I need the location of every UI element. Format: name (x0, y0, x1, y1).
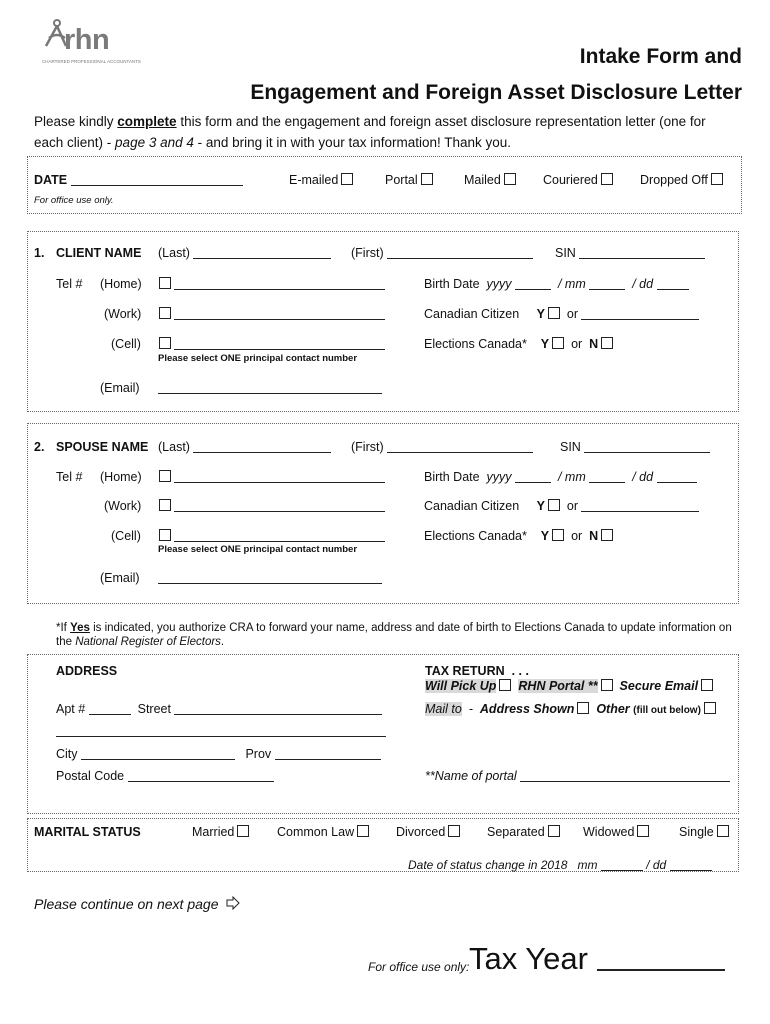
tax-return-mail[interactable]: Mail to - Address Shown Other (fill out below) (425, 702, 716, 716)
checkbox[interactable] (704, 702, 716, 714)
intro-line-2: each client) - page 3 and 4 - and bring it in with your tax information! Thank you. (34, 135, 512, 150)
spouse-title: SPOUSE NAME (56, 440, 149, 454)
checkbox[interactable] (159, 337, 171, 349)
address-title: ADDRESS (56, 664, 118, 678)
client-principal-note: Please select ONE principal contact number (158, 353, 358, 364)
checkbox[interactable] (701, 679, 713, 691)
checkbox[interactable] (159, 499, 171, 511)
checkbox[interactable] (548, 307, 560, 319)
checkbox[interactable] (421, 173, 433, 185)
date-field[interactable] (71, 174, 243, 186)
logo (40, 18, 140, 68)
spouse-birth-date[interactable]: Birth Date yyyy / mm / dd (424, 470, 697, 484)
continue-note: Please continue on next page (34, 896, 241, 912)
client-sin[interactable]: SIN (555, 246, 705, 260)
delivery-mailed[interactable]: Mailed (464, 173, 516, 187)
spouse-first[interactable]: (First) (351, 440, 533, 454)
tax-return-title: TAX RETURN . . . (425, 664, 529, 678)
title-line-2: Engagement and Foreign Asset Disclosure Letter (250, 81, 742, 104)
checkbox[interactable] (548, 825, 560, 837)
client-cell-field[interactable] (156, 337, 385, 351)
checkbox[interactable] (448, 825, 460, 837)
address-postal[interactable]: Postal Code (56, 769, 274, 783)
spouse-work-label: (Work) (104, 499, 142, 513)
spouse-elections[interactable]: Elections Canada* Y or N (424, 529, 613, 543)
address-city-prov[interactable]: City Prov (56, 747, 381, 761)
client-birth-date[interactable]: Birth Date yyyy / mm / dd (424, 277, 689, 291)
logo-text: rhn (64, 24, 110, 56)
marital-single[interactable]: Single (679, 825, 729, 839)
client-number: 1. (34, 246, 45, 260)
checkbox[interactable] (159, 307, 171, 319)
marital-title: MARITAL STATUS (34, 825, 141, 839)
checkbox[interactable] (552, 337, 564, 349)
checkbox[interactable] (341, 173, 353, 185)
spouse-principal-note: Please select ONE principal contact number (158, 544, 358, 555)
arrow-right-icon (225, 896, 241, 910)
delivery-portal[interactable]: Portal (385, 173, 433, 187)
client-home-label: (Home) (100, 277, 142, 291)
address-apt-street[interactable]: Apt # Street (56, 702, 382, 716)
spouse-home-label: (Home) (100, 470, 142, 484)
spouse-citizen[interactable]: Canadian Citizen Y or (424, 499, 699, 513)
checkbox[interactable] (548, 499, 560, 511)
client-work-label: (Work) (104, 307, 142, 321)
spouse-cell-label: (Cell) (111, 529, 141, 543)
spouse-email-label: (Email) (100, 571, 140, 585)
checkbox[interactable] (159, 470, 171, 482)
client-first[interactable]: (First) (351, 246, 533, 260)
marital-change-date[interactable]: Date of status change in 2018 mm / dd (408, 858, 712, 872)
checkbox[interactable] (601, 529, 613, 541)
logo-subtitle: CHARTERED PROFESSIONAL ACCOUNTANTS (42, 59, 141, 64)
client-last[interactable]: (Last) (158, 246, 331, 260)
office-use-note: For office use only. (34, 195, 114, 206)
client-work-field[interactable] (156, 307, 385, 321)
checkbox[interactable] (237, 825, 249, 837)
checkbox[interactable] (577, 702, 589, 714)
spouse-tel-label: Tel # (56, 470, 83, 484)
marital-married[interactable]: Married (192, 825, 249, 839)
spouse-number: 2. (34, 440, 45, 454)
checkbox[interactable] (357, 825, 369, 837)
elections-note-line-1: *If Yes is indicated, you authorize CRA to forward your name, address and date of birth to Elections Canada to update information on (56, 622, 732, 634)
checkbox[interactable] (711, 173, 723, 185)
client-email-label: (Email) (100, 381, 140, 395)
date-label: DATE (34, 173, 243, 187)
client-tel-label: Tel # (56, 277, 83, 291)
spouse-work-field[interactable] (156, 499, 385, 513)
client-elections[interactable]: Elections Canada* Y or N (424, 337, 613, 351)
client-title: CLIENT NAME (56, 246, 142, 260)
spouse-home-field[interactable] (156, 470, 385, 484)
tax-year[interactable]: Tax Year (469, 941, 725, 977)
office-use-label: For office use only: (368, 960, 470, 974)
client-cell-label: (Cell) (111, 337, 141, 351)
address-line-2[interactable] (56, 724, 386, 738)
checkbox[interactable] (159, 277, 171, 289)
checkbox[interactable] (504, 173, 516, 185)
checkbox[interactable] (159, 529, 171, 541)
checkbox[interactable] (601, 337, 613, 349)
client-email-field[interactable] (158, 381, 382, 395)
marital-separated[interactable]: Separated (487, 825, 560, 839)
spouse-sin[interactable]: SIN (560, 440, 710, 454)
title-line-1: Intake Form and (579, 45, 742, 68)
spouse-last[interactable]: (Last) (158, 440, 331, 454)
delivery-couriered[interactable]: Couriered (543, 173, 613, 187)
tax-return-delivery[interactable]: Will Pick Up RHN Portal ** Secure Email (425, 679, 713, 693)
delivery-dropped-off[interactable]: Dropped Off (640, 173, 723, 187)
delivery-emailed[interactable]: E-mailed (289, 173, 353, 187)
checkbox[interactable] (637, 825, 649, 837)
marital-divorced[interactable]: Divorced (396, 825, 460, 839)
checkbox[interactable] (601, 679, 613, 691)
marital-common-law[interactable]: Common Law (277, 825, 369, 839)
client-citizen[interactable]: Canadian Citizen Y or (424, 307, 699, 321)
intro-line-1: Please kindly complete this form and the engagement and foreign asset disclosure representation letter (one for (34, 114, 706, 129)
checkbox[interactable] (552, 529, 564, 541)
checkbox[interactable] (601, 173, 613, 185)
tax-return-portal-name[interactable]: **Name of portal (425, 769, 730, 783)
checkbox[interactable] (717, 825, 729, 837)
elections-note-line-2: the National Register of Electors. (56, 636, 225, 648)
client-home-field[interactable] (156, 277, 385, 291)
spouse-email-field[interactable] (158, 571, 382, 585)
marital-widowed[interactable]: Widowed (583, 825, 649, 839)
checkbox[interactable] (499, 679, 511, 691)
spouse-cell-field[interactable] (156, 529, 385, 543)
